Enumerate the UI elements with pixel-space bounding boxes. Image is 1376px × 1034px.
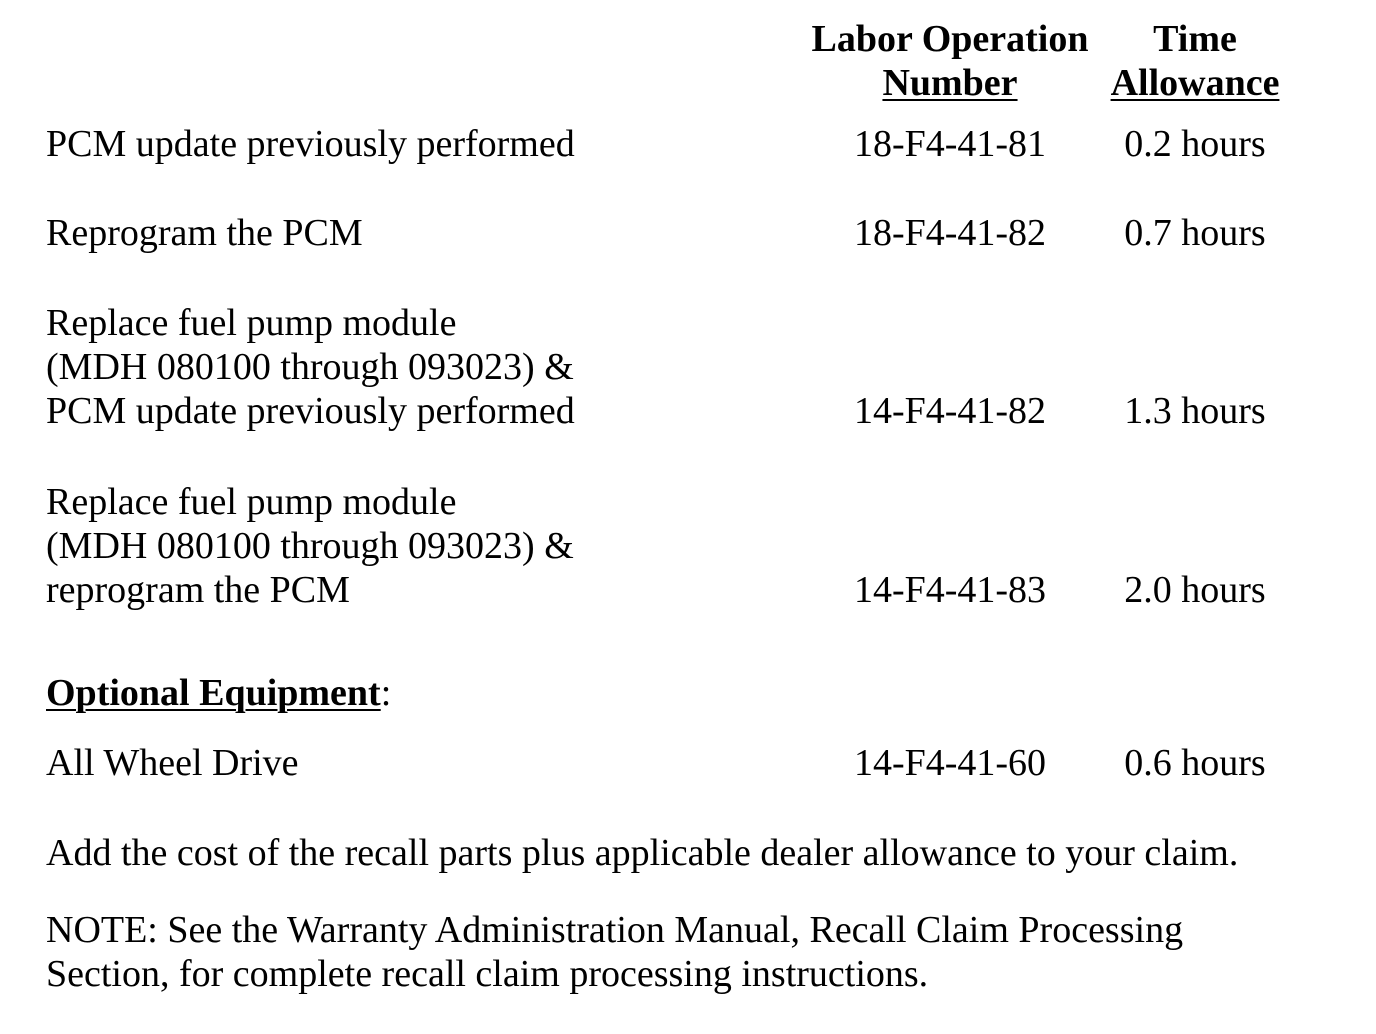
table-row-time: 0.7 hours	[1124, 212, 1266, 254]
table-row-time: 0.6 hours	[1124, 742, 1266, 784]
parts-cost-note: Add the cost of the recall parts plus applicable dealer allowance to your claim.	[46, 832, 1239, 874]
time-allowance-header	[1065, 17, 1325, 105]
time-header-line1: Time	[1153, 18, 1237, 60]
table-row-time: 2.0 hours	[1124, 569, 1266, 611]
desc-line: PCM update previously performed	[46, 390, 575, 432]
labor-operation-header	[790, 17, 1110, 105]
table-row-time: 0.2 hours	[1124, 123, 1266, 165]
table-row-desc: All Wheel Drive	[46, 742, 299, 784]
table-row-labor-number: 18-F4-41-82	[853, 212, 1047, 254]
labor-header-line1: Labor Operation	[811, 18, 1089, 60]
optional-equipment-heading	[46, 671, 391, 715]
table-row-desc: Reprogram the PCM	[46, 212, 363, 254]
table-row-desc	[46, 480, 574, 612]
desc-line: Replace fuel pump module	[46, 481, 457, 523]
desc-line: (MDH 080100 through 093023) &	[46, 525, 574, 567]
desc-line: Replace fuel pump module	[46, 302, 457, 344]
table-row-labor-number: 14-F4-41-82	[853, 390, 1047, 432]
desc-line: (MDH 080100 through 093023) &	[46, 346, 574, 388]
table-row-desc	[46, 301, 575, 433]
labor-header-line2: Number	[882, 62, 1018, 104]
optional-heading-text: Optional Equipment	[46, 672, 381, 714]
table-row-desc: PCM update previously performed	[46, 123, 575, 165]
table-row-labor-number: 18-F4-41-81	[853, 123, 1047, 165]
desc-line: reprogram the PCM	[46, 569, 350, 611]
note-line: NOTE: See the Warranty Administration Manual, Recall Claim Processing	[46, 909, 1184, 951]
table-row-labor-number: 14-F4-41-83	[853, 569, 1047, 611]
table-row-labor-number: 14-F4-41-60	[853, 742, 1047, 784]
table-row-time: 1.3 hours	[1124, 390, 1266, 432]
note-line: Section, for complete recall claim processing instructions.	[46, 953, 929, 995]
time-header-line2: Allowance	[1110, 62, 1280, 104]
warranty-note	[46, 908, 1183, 996]
optional-heading-colon: :	[380, 672, 392, 714]
